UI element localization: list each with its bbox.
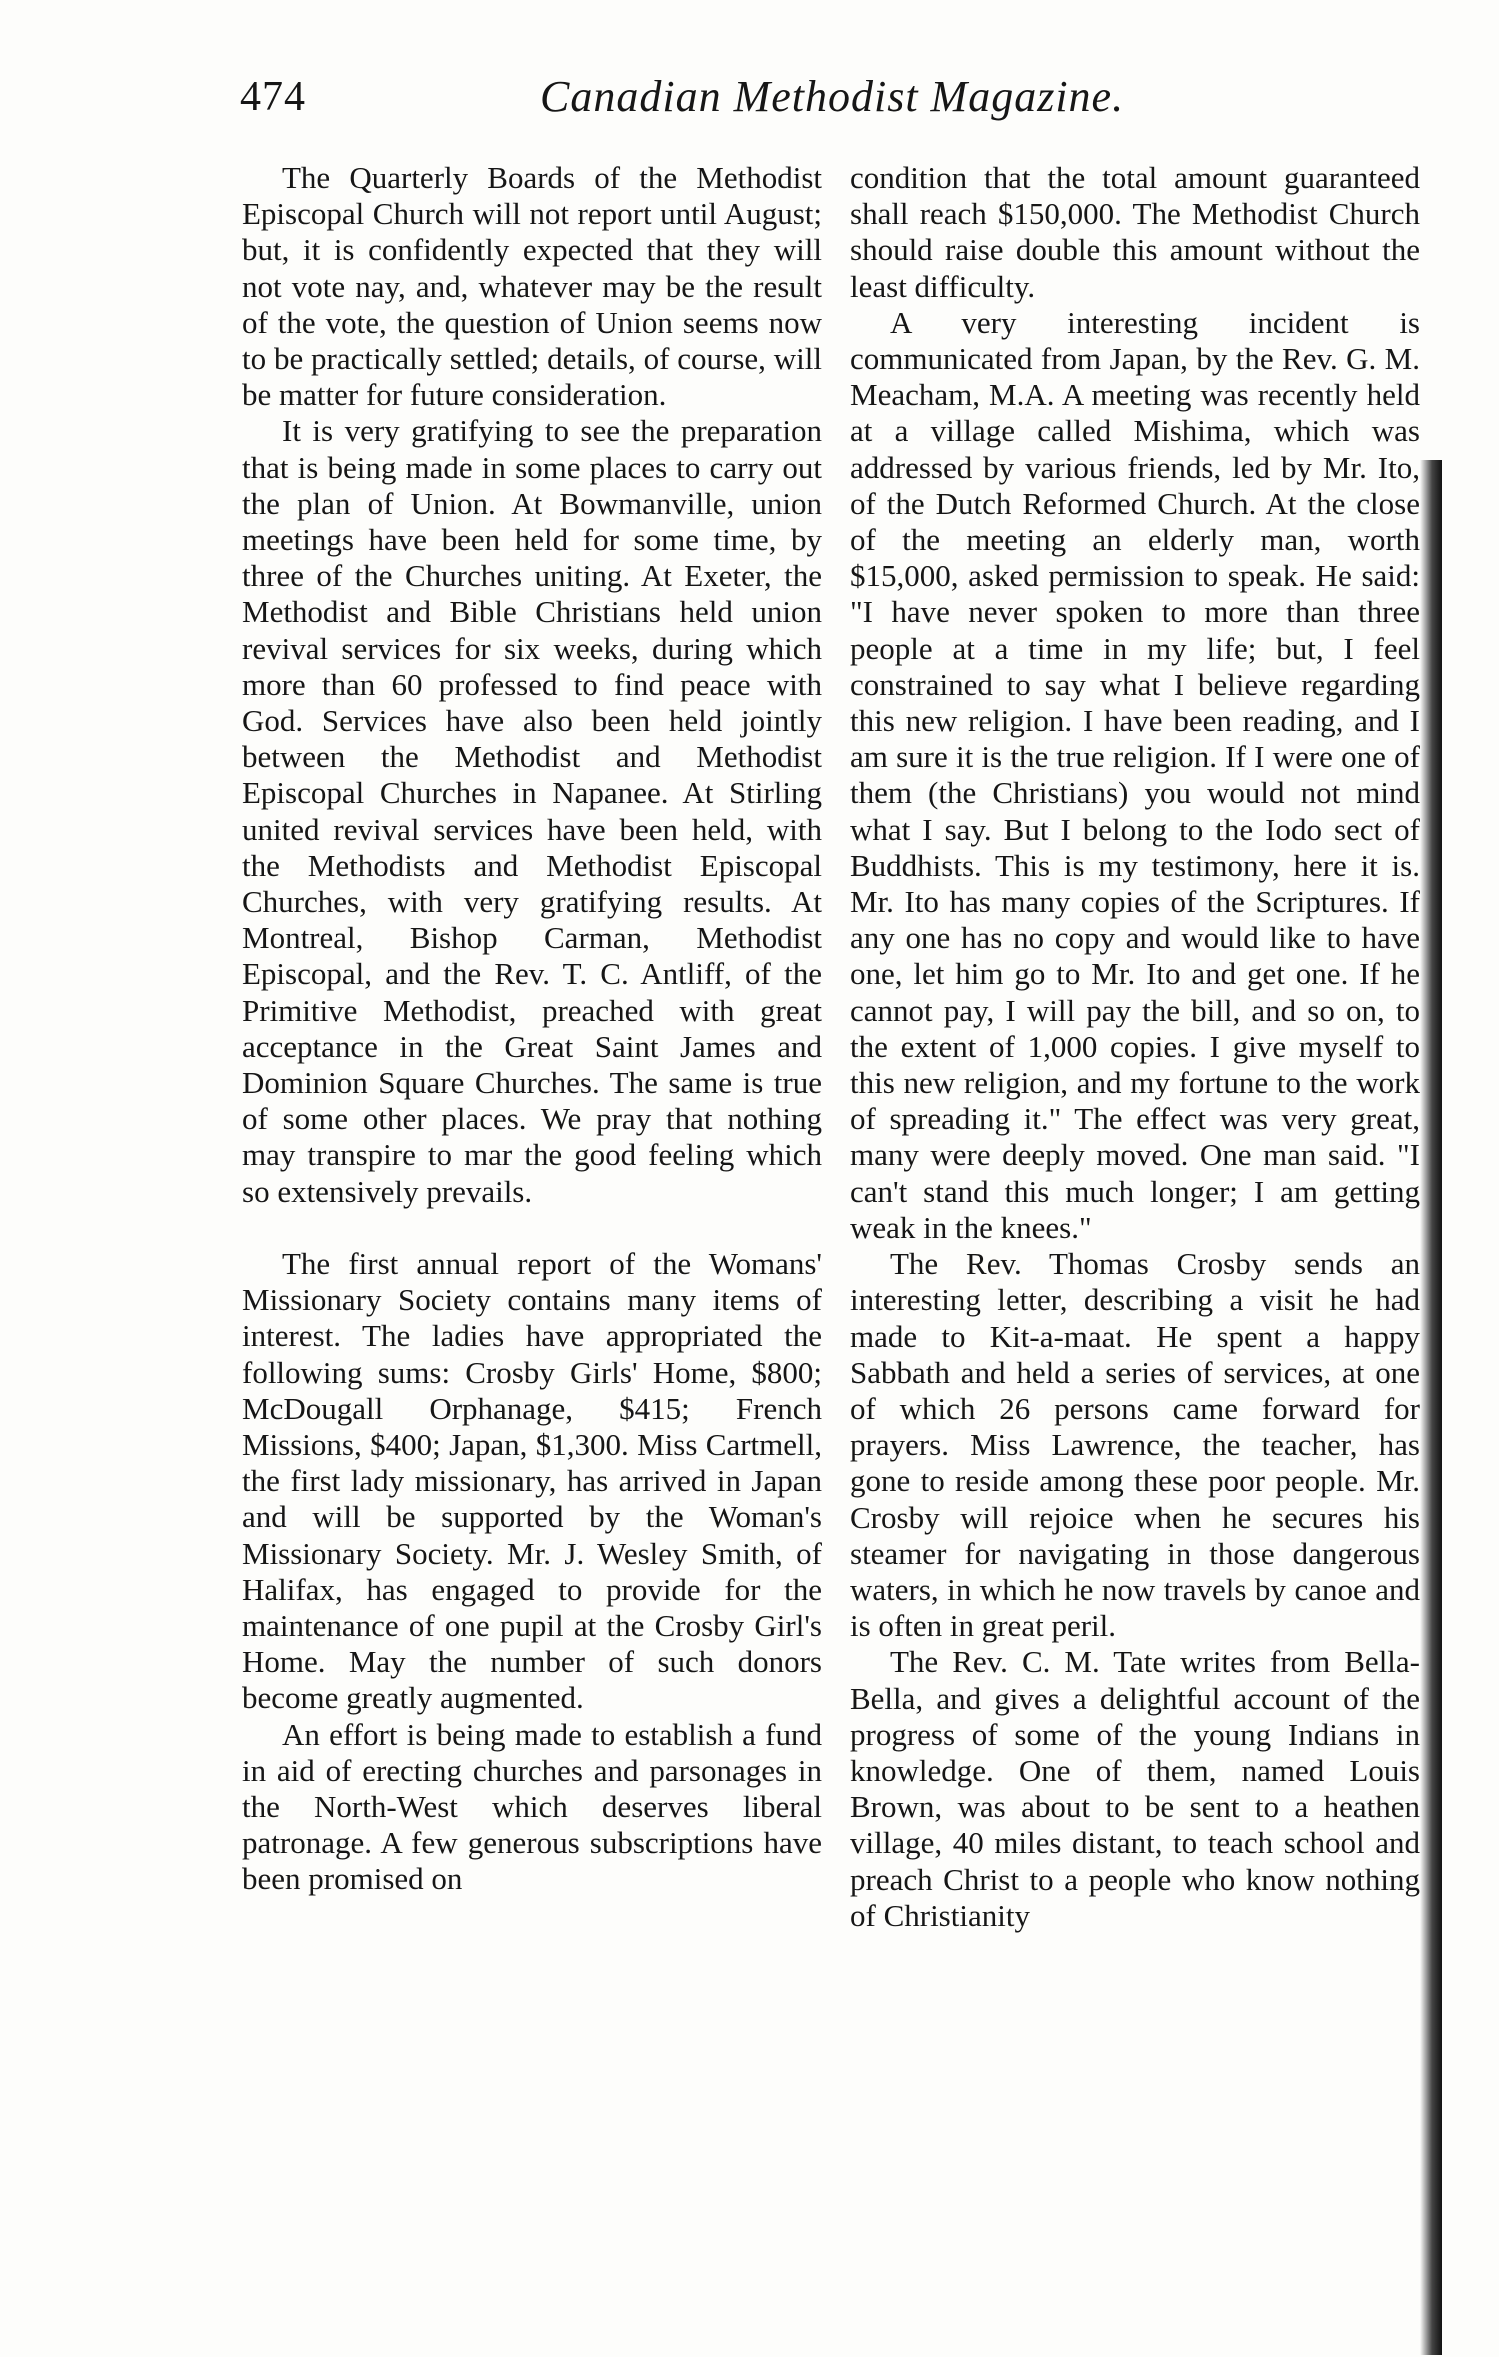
page-edge-shadow <box>1420 460 1442 2355</box>
page-number: 474 <box>240 74 306 120</box>
running-title: Canadian Methodist Magazine. <box>540 72 1125 121</box>
left-column <box>242 160 822 1898</box>
paragraph-crosby-letter: The Rev. Thomas Crosby sends an interesting letter, describing a visit he had made to Kit-a-maat. He spent a happy Sabbath and held a series of services, at one of which 26 persons came forward for prayers. Miss Lawrence, the teacher, has gone to reside among these poor people. Mr. Crosby will rejoice when he secures his steamer for navigating in those dangerous waters, in which he now travels by canoe and is often in great peril. <box>850 1246 1420 1644</box>
right-column <box>850 160 1420 1934</box>
page-header <box>0 62 1499 132</box>
paragraph-union-preparation: It is very gratifying to see the preparation that is being made in some places to carry out the plan of Union. At Bowmanville, union meetings have been held for some time, by three of the Churches uniting. At Exeter, the Methodist and Bible Christians held union revival services for six weeks, during which more than 60 professed to find peace with God. Services have also been held jointly between the Methodist and Methodist Episcopal Churches in Napanee. At Stirling united revival services have been held, with the Methodists and Methodist Episcopal Churches, with very gratifying results. At Montreal, Bishop Carman, Methodist Episcopal, and the Rev. T. C. Antliff, of the Primitive Methodist, preached with great acceptance in the Great Saint James and Dominion Square Churches. The same is true of some other places. We pray that nothing may transpire to mar the good feeling which so extensively prevails. <box>242 413 822 1209</box>
paragraph-quarterly-boards: The Quarterly Boards of the Methodist Episcopal Church will not report until August; but, it is confidently expected that they will not vote nay, and, whatever may be the result of the vote, the question of Union seems now to be practically settled; details, of course, will be matter for future consideration. <box>242 160 822 413</box>
paragraph-japan-incident: A very interesting incident is communicated from Japan, by the Rev. G. M. Meacham, M.A. A meeting was recently held at a village called Mishima, which was addressed by various friends, led by Mr. Ito, of the Dutch Reformed Church. At the close of the meeting an elderly man, worth $15,000, asked permission to speak. He said: "I have never spoken to more than three people at a time in my life; but, I feel constrained to say what I believe regarding this new religion. I have been reading, and I am sure it is the true religion. If I were one of them (the Christians) you would not mind what I say. But I belong to the Iodo sect of Buddhists. This is my testimony, here it is. Mr. Ito has many copies of the Scriptures. If any one has no copy and would like to have one, let him go to Mr. Ito and get one. If he cannot pay, I will pay the bill, and so on, to the extent of 1,000 copies. I give myself to this new religion, and my fortune to the work of spreading it." The effect was very great, many were deeply moved. One man said. "I can't stand this much longer; I am getting weak in the knees." <box>850 304 1420 1245</box>
paragraph-fund-condition: condition that the total amount guaranteed shall reach $150,000. The Methodist Church should raise double this amount without the least difficulty. <box>850 160 1420 304</box>
paragraph-tate-bella-bella: The Rev. C. M. Tate writes from Bella-Bella, and gives a delightful account of the progress of some of the young Indians in knowledge. One of them, named Louis Brown, was about to be sent to a heathen village, 40 miles distant, to teach school and preach Christ to a people who know nothing of Christianity <box>850 1644 1420 1933</box>
paragraph-north-west-fund: An effort is being made to establish a fund in aid of erecting churches and parsonages in the North-West which deserves liberal patronage. A few generous subscriptions have been promised on <box>242 1716 822 1897</box>
paragraph-womans-missionary-report: The first annual report of the Womans' Missionary Society contains many items of interest. The ladies have appropriated the following sums: Crosby Girls' Home, $800; McDougall Orphanage, $415; French Missions, $400; Japan, $1,300. Miss Cartmell, the first lady missionary, has arrived in Japan and will be supported by the Woman's Missionary Society. Mr. J. Wesley Smith, of Halifax, has engaged to provide for the maintenance of one pupil at the Crosby Girl's Home. May the number of such donors become greatly augmented. <box>242 1245 822 1716</box>
